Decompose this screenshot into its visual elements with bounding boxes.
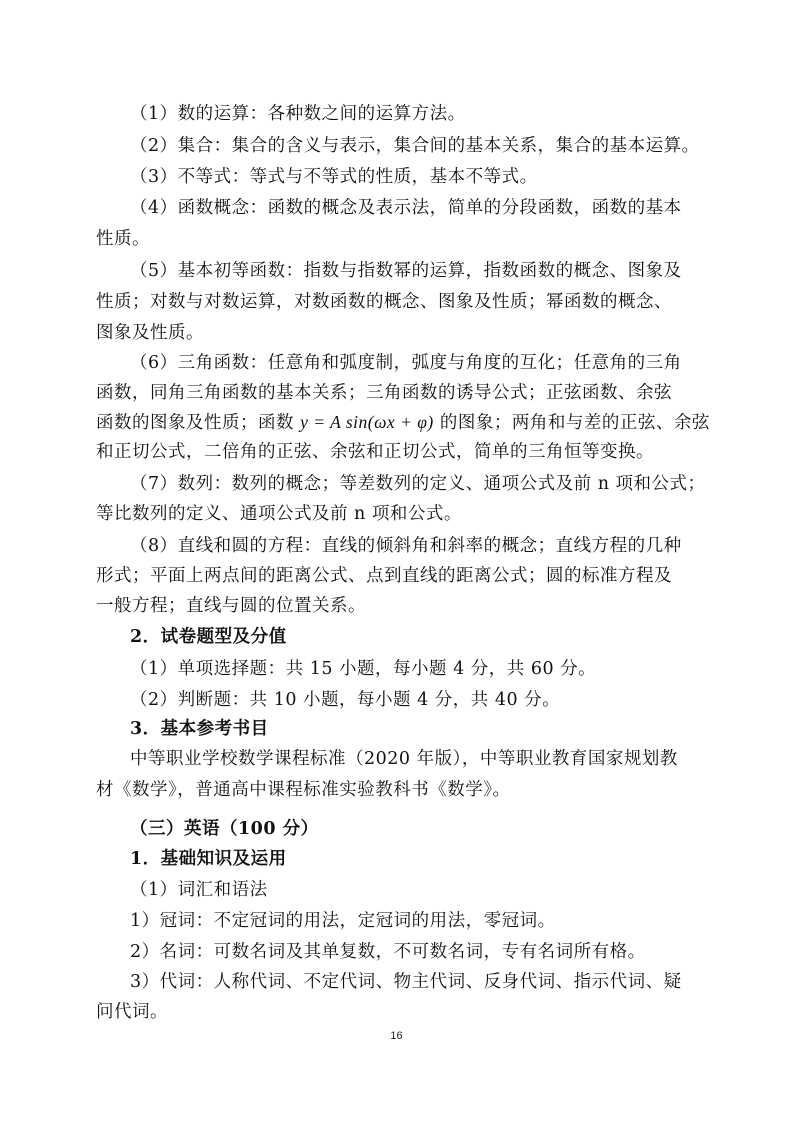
topic-6-line-2: 函数，同角三角函数的基本关系；三角函数的诱导公式；正弦函数、余弦 [96,383,672,403]
grammar-item-3: 3）代词：人称代词、不定代词、物主代词、反身代词、指示代词、疑 [130,972,682,992]
page-number: 16 [390,1030,403,1042]
topic-8-line-1: （8）直线和圆的方程：直线的倾斜角和斜率的概念；直线方程的几种 [130,536,682,556]
grammar-item-1: 1）冠词：不定冠词的用法，定冠词的用法，零冠词。 [130,911,556,931]
topic-4-line-1: （4）函数概念：函数的概念及表示法，简单的分段函数，函数的基本 [130,198,682,218]
topic-5-line-2: 性质；对数与对数运算，对数函数的概念、图象及性质；幂函数的概念、 [96,292,672,312]
section-2-heading: 2．试卷题型及分值 [130,627,287,647]
topic-4-line-2: 性质。 [96,229,150,249]
topic-6-line-3-after: 的图象；两角和与差的正弦、余弦 [433,413,710,433]
references-line-2: 材《数学》，普通高中课程标准实验教科书《数学》。 [96,780,511,800]
topic-3-line-1: （3）不等式：等式与不等式的性质，基本不等式。 [130,167,538,187]
topic-7-line-2: 等比数列的定义、通项公式及前 n 项和公式。 [96,504,462,524]
topic-6-line-3 [96,407,710,438]
english-section-1-heading: 1．基础知识及运用 [130,849,287,869]
sine-function-formula: y = A sin(ωx + φ) [300,412,434,432]
topic-5-line-3: 图象及性质。 [96,323,204,343]
topic-7-line-1: （7）数列：数列的概念；等差数列的定义、通项公式及前 n 项和公式； [130,474,706,494]
topic-5-line-1: （5）基本初等函数：指数与指数幂的运算，指数函数的概念、图象及 [130,261,682,281]
references-line-1: 中等职业学校数学课程标准（2020 年版），中等职业教育国家规划教 [130,749,678,769]
topic-8-line-3: 一般方程；直线与圆的位置关系。 [96,596,366,616]
section-3-heading: 3．基本参考书目 [130,719,269,739]
question-type-1: （1）单项选择题：共 15 小题，每小题 4 分，共 60 分。 [130,659,597,679]
english-heading: （三）英语（100 分） [130,819,319,839]
topic-1-line-1: （1）数的运算：各种数之间的运算方法。 [130,104,466,124]
topic-8-line-2: 形式；平面上两点间的距离公式、点到直线的距离公式；圆的标准方程及 [96,566,672,586]
topic-6-line-4: 和正切公式，二倍角的正弦、余弦和正切公式，简单的三角恒等变换。 [96,442,654,462]
grammar-item-3-continued: 问代词。 [96,1002,168,1022]
topic-2-line-1: （2）集合：集合的含义与表示，集合间的基本关系，集合的基本运算。 [130,136,700,156]
question-type-2: （2）判断题：共 10 小题，每小题 4 分，共 40 分。 [130,690,561,710]
grammar-item-2: 2）名词：可数名词及其单复数，不可数名词，专有名词所有格。 [130,942,646,962]
vocab-grammar-heading: （1）词汇和语法 [130,880,268,900]
topic-6-line-1: （6）三角函数：任意角和弧度制，弧度与角度的互化；任意角的三角 [130,353,682,373]
topic-6-line-3-before: 函数的图象及性质；函数 [96,413,301,433]
